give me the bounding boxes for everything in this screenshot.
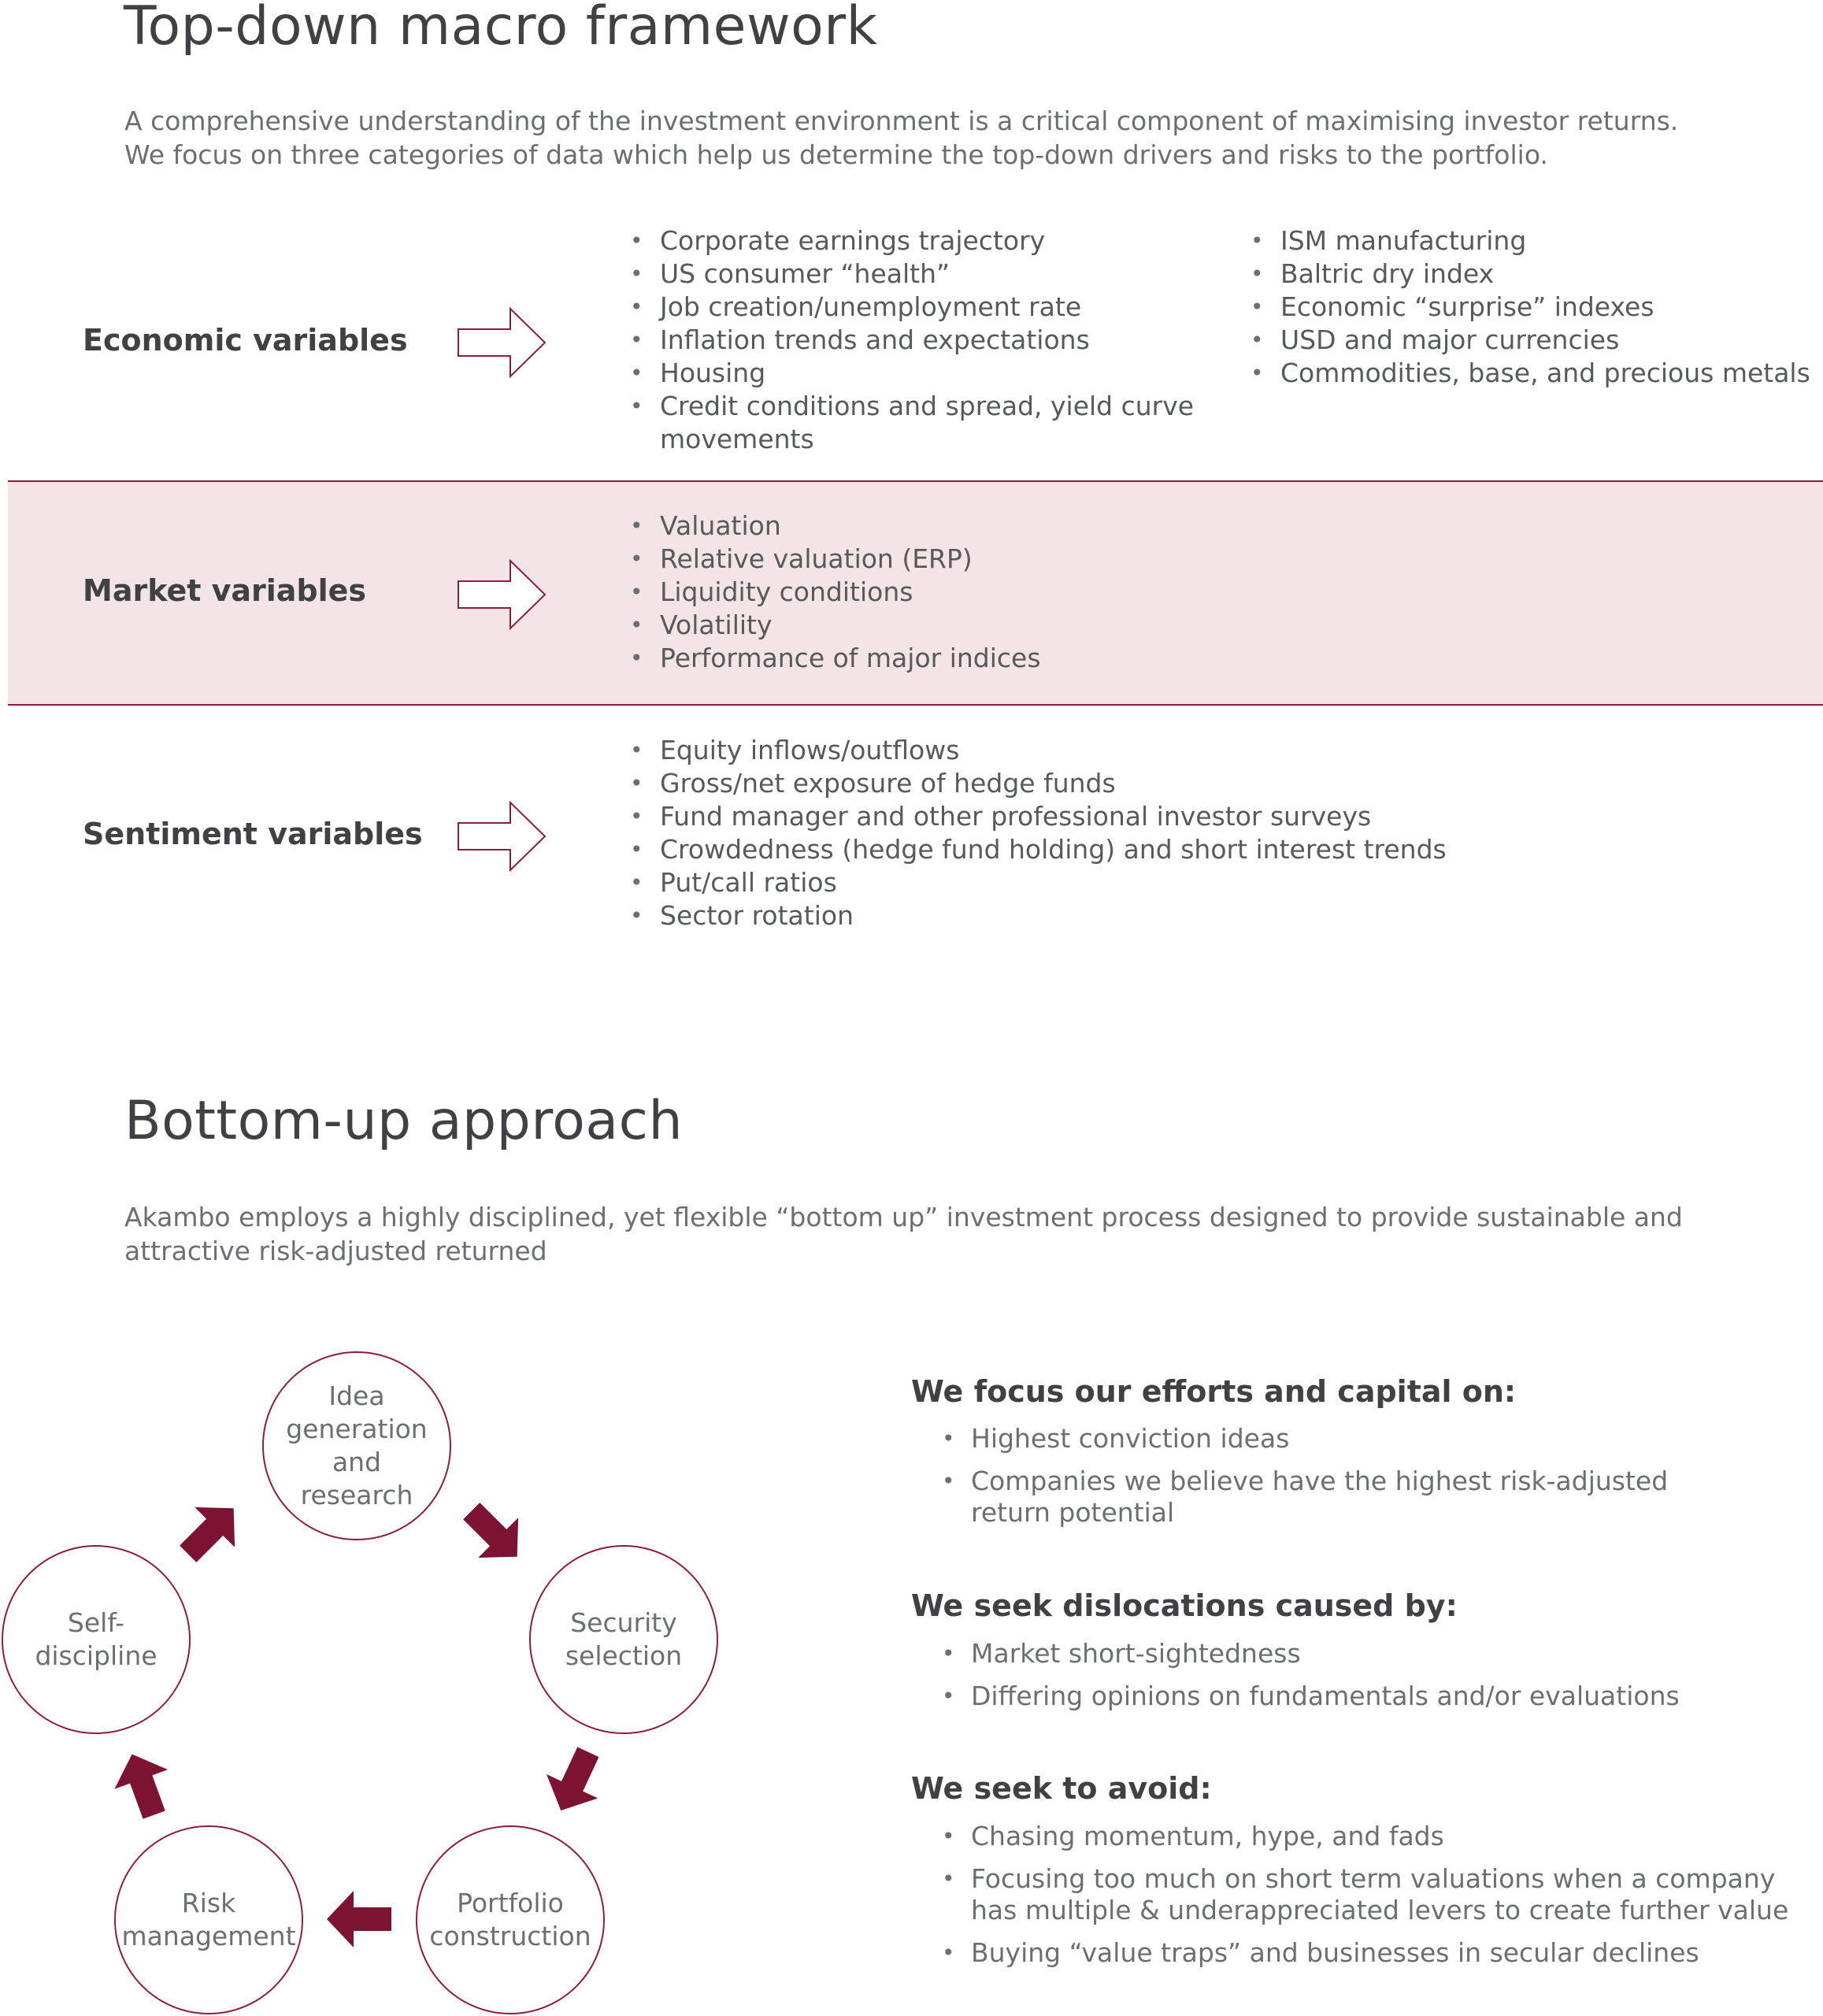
list-item: • Economic “surprise” indexes [1251,291,1810,324]
cycle-node-portfolio-construction [416,1825,605,2014]
row-label-economic: Economic variables [83,323,408,358]
right-arrow-icon [457,559,547,630]
list-item: • Baltric dry index [1251,258,1810,291]
bottom-up-title: Bottom-up approach [124,1090,684,1152]
cycle-arrow-icon [175,1496,246,1567]
cycle-arrow-icon [324,1884,395,1955]
top-down-intro [124,104,1678,172]
economic-list-col2 [1251,224,1810,390]
cycle-node-idea-generation [262,1351,451,1540]
list-item: • Fund manager and other professional investor surveys [630,800,1447,833]
sentiment-list [630,734,1447,932]
cycle-node-risk-management [114,1825,303,2014]
top-down-title: Top-down macro framework [124,0,878,57]
cycle-arrow-icon [458,1498,529,1569]
list-item: • Liquidity conditions [630,576,1041,609]
list-item: • Chasing momentum, hype, and fads [942,1821,1788,1852]
list-item: • Focusing too much on short term valuations when a company has multiple & underappreciated levers to create further value [942,1863,1788,1926]
cycle-node-label: Portfolio construction [429,1888,591,1951]
cycle-arrow-icon [108,1750,179,1821]
avoid-list [942,1821,1788,1980]
cycle-node-label: Self- discipline [35,1607,157,1671]
row-label-market: Market variables [83,573,367,608]
bottom-up-intro [124,1200,1683,1268]
list-item: • Credit conditions and spread, yield curve [630,390,1194,423]
right-arrow-icon [457,801,547,872]
cycle-arrow-icon [539,1745,610,1816]
cycle-node-label: Security selection [565,1607,683,1671]
bottom-up-intro-line-1: Akambo employs a highly disciplined, yet flexible “bottom up” investment process designed to provide sustainable and [124,1202,1683,1232]
cycle-node-security-selection [529,1545,718,1734]
list-item: • Companies we believe have the highest risk-adjusted return potential [942,1466,1668,1529]
list-item: • Job creation/unemployment rate [630,291,1194,324]
cycle-node-self-discipline [2,1545,191,1734]
list-item: • Crowdedness (hedge fund holding) and short interest trends [630,833,1447,866]
list-item: • Housing [630,357,1194,390]
list-item: • Buying “value traps” and businesses in secular declines [942,1937,1788,1969]
cycle-node-label: Idea generation and research [286,1380,428,1510]
dislocations-list [942,1638,1680,1723]
list-item: • Highest conviction ideas [942,1423,1668,1455]
list-item: • Sector rotation [630,899,1447,932]
section-heading-focus: We focus our efforts and capital on: [911,1374,1517,1409]
economic-list-col1 [630,224,1194,456]
top-down-intro-line-1: A comprehensive understanding of the investment environment is a critical component of maximising investor returns. [124,106,1679,136]
list-item: • Commodities, base, and precious metals [1251,357,1810,390]
list-item: • Gross/net exposure of hedge funds [630,767,1447,800]
list-item: • Corporate earnings trajectory [630,224,1194,258]
bottom-up-intro-line-2: attractive risk-adjusted returned [124,1236,547,1266]
top-down-intro-line-2: We focus on three categories of data which help us determine the top-down drivers and risks to the portfolio. [124,139,1548,170]
list-item: • Volatility [630,609,1041,642]
market-list [630,510,1041,675]
list-item: • Differing opinions on fundamentals and/or evaluations [942,1681,1680,1712]
list-item-continuation: movements [660,424,814,454]
section-heading-avoid: We seek to avoid: [911,1771,1212,1806]
list-item: • Put/call ratios [630,866,1447,899]
list-item: • Performance of major indices [630,642,1041,675]
list-item: • Market short-sightedness [942,1638,1680,1670]
list-item: • Relative valuation (ERP) [630,543,1041,576]
focus-list [942,1423,1668,1540]
cycle-node-label: Risk management [121,1888,296,1951]
list-item: • Equity inflows/outflows [630,734,1447,767]
list-item: • US consumer “health” [630,258,1194,291]
list-item: • ISM manufacturing [1251,224,1810,258]
section-heading-dislocations: We seek dislocations caused by: [911,1588,1458,1623]
list-item: • USD and major currencies [1251,324,1810,357]
right-arrow-icon [457,307,547,378]
row-label-sentiment: Sentiment variables [83,817,423,851]
list-item: • Inflation trends and expectations [630,324,1194,357]
list-item: • Valuation [630,510,1041,543]
